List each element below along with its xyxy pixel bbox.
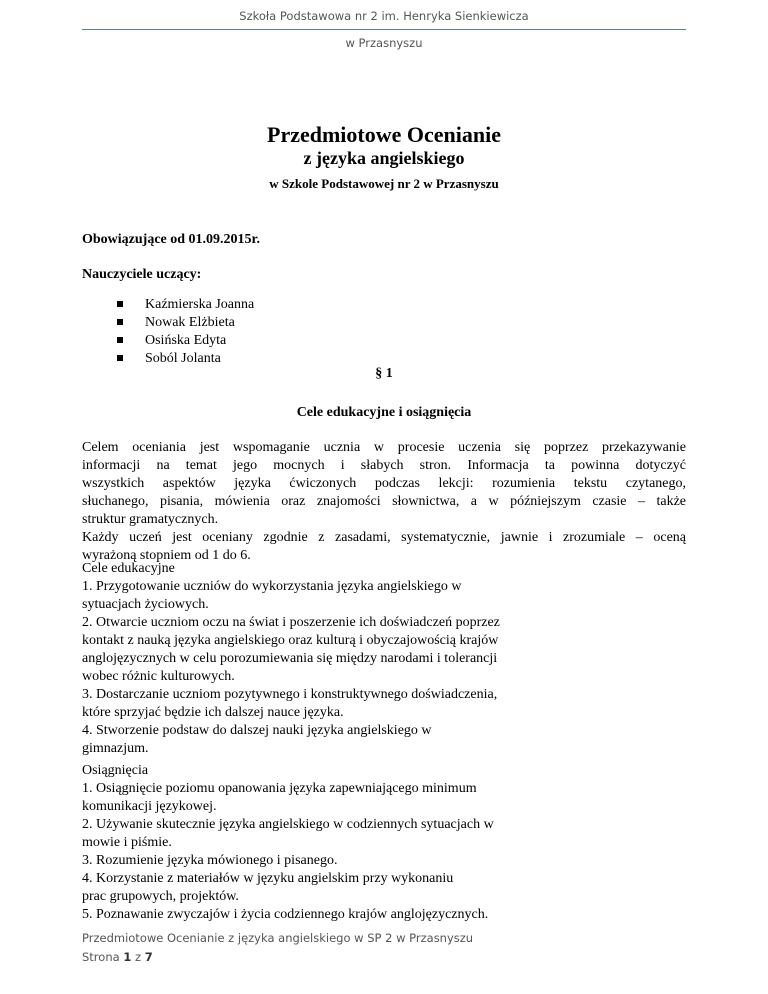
paragraph-line: słuchanego, pisania, mówienia oraz znajomości słownictwa, a w późniejszym czasie – także: [82, 494, 686, 509]
teachers-heading: Nauczyciele uczący:: [82, 267, 202, 282]
paragraph-line: Każdy uczeń jest oceniany zgodnie z zasadami, systematycznie, jawnie i zrozumiale – oceną: [82, 530, 686, 545]
page-separator: z: [134, 950, 142, 964]
goal-line: wobec różnic kulturowych.: [82, 669, 235, 684]
square-bullet-icon: [117, 355, 123, 361]
square-bullet-icon: [117, 319, 123, 325]
goal-line: gimnazjum.: [82, 741, 149, 756]
footer-page-number: [82, 950, 153, 964]
paragraph-line: wszystkich aspektów języka ćwiczonych podczas lekcji: rozumienia tekstu czytanego,: [82, 476, 686, 491]
section-title: Cele edukacyjne i osiągnięcia: [296, 405, 472, 420]
goal-line: sytuacjach życiowych.: [82, 597, 209, 612]
header-town: w Przasnyszu: [345, 36, 423, 50]
page-total: 7: [144, 950, 153, 964]
square-bullet-icon: [117, 337, 123, 343]
achievement-line: 5. Poznawanie zwyczajów i życia codziennego krajów anglojęzycznych.: [82, 907, 489, 922]
goal-line: 2. Otwarcie uczniom oczu na świat i poszerzenie ich doświadczeń poprzez: [82, 615, 500, 630]
list-item: [117, 332, 254, 350]
teacher-name: Kaźmierska Joanna: [145, 297, 255, 312]
paragraph-line: struktur gramatycznych.: [82, 512, 219, 527]
achievement-line: 1. Osiągnięcie poziomu opanowania języka zapewniającego minimum: [82, 781, 477, 796]
paragraph-line: informacji na temat jego mocnych i słabych stron. Informacja ta powinna dotyczyć: [82, 458, 686, 473]
teacher-name: Osińska Edyta: [145, 333, 227, 348]
goal-line: 1. Przygotowanie uczniów do wykorzystania języka angielskiego w: [82, 579, 462, 594]
document-school: w Szkole Podstawowej nr 2 w Przasnyszu: [269, 176, 499, 191]
square-bullet-icon: [117, 301, 123, 307]
achievements-heading: Osiągnięcia: [82, 763, 149, 778]
goals-heading: Cele edukacyjne: [82, 561, 175, 576]
goal-line: 3. Dostarczanie uczniom pozytywnego i konstruktywnego doświadczenia,: [82, 687, 498, 702]
teacher-name: Nowak Elżbieta: [145, 315, 235, 330]
document-subtitle: z języka angielskiego: [303, 148, 465, 168]
document-title: Przedmiotowe Ocenianie: [267, 122, 501, 147]
achievement-line: 4. Korzystanie z materiałów w języku angielskim przy wykonaniu: [82, 871, 454, 886]
achievement-line: prac grupowych, projektów.: [82, 889, 239, 904]
effective-date: Obowiązujące od 01.09.2015r.: [82, 232, 260, 247]
header-divider: [82, 29, 686, 30]
goal-line: które sprzyjać będzie ich dalszej nauce języka.: [82, 705, 344, 720]
section-number: § 1: [375, 366, 393, 381]
teacher-name: Soból Jolanta: [145, 351, 221, 366]
footer-title: Przedmiotowe Ocenianie z języka angielskiego w SP 2 w Przasnyszu: [82, 931, 474, 945]
goal-line: 4. Stworzenie podstaw do dalszej nauki języka angielskiego w: [82, 723, 432, 738]
goal-line: kontakt z nauką języka angielskiego oraz kulturą i obyczajowością krajów: [82, 633, 499, 648]
achievements-section: [82, 762, 494, 924]
page-label: Strona: [82, 950, 120, 964]
header-school-name: Szkoła Podstawowa nr 2 im. Henryka Sienkiewicza: [239, 9, 529, 23]
list-item: [117, 314, 254, 332]
achievement-line: 3. Rozumienie języka mówionego i pisanego.: [82, 853, 338, 868]
list-item: [117, 296, 254, 314]
paragraph-line: Celem oceniania jest wspomaganie ucznia w procesie uczenia się poprzez przekazywanie: [82, 440, 686, 455]
paragraph-line: wyrażoną stopniem od 1 do 6.: [82, 548, 251, 563]
achievement-line: mowie i piśmie.: [82, 835, 172, 850]
teachers-list: [117, 296, 254, 368]
page-current: 1: [123, 950, 132, 964]
intro-paragraph: [82, 439, 686, 565]
achievement-line: 2. Używanie skutecznie języka angielskiego w codziennych sytuacjach w: [82, 817, 494, 832]
goal-line: anglojęzycznych w celu porozumiewania się między narodami i tolerancji: [82, 651, 498, 666]
achievement-line: komunikacji językowej.: [82, 799, 217, 814]
goals-section: [82, 560, 500, 758]
